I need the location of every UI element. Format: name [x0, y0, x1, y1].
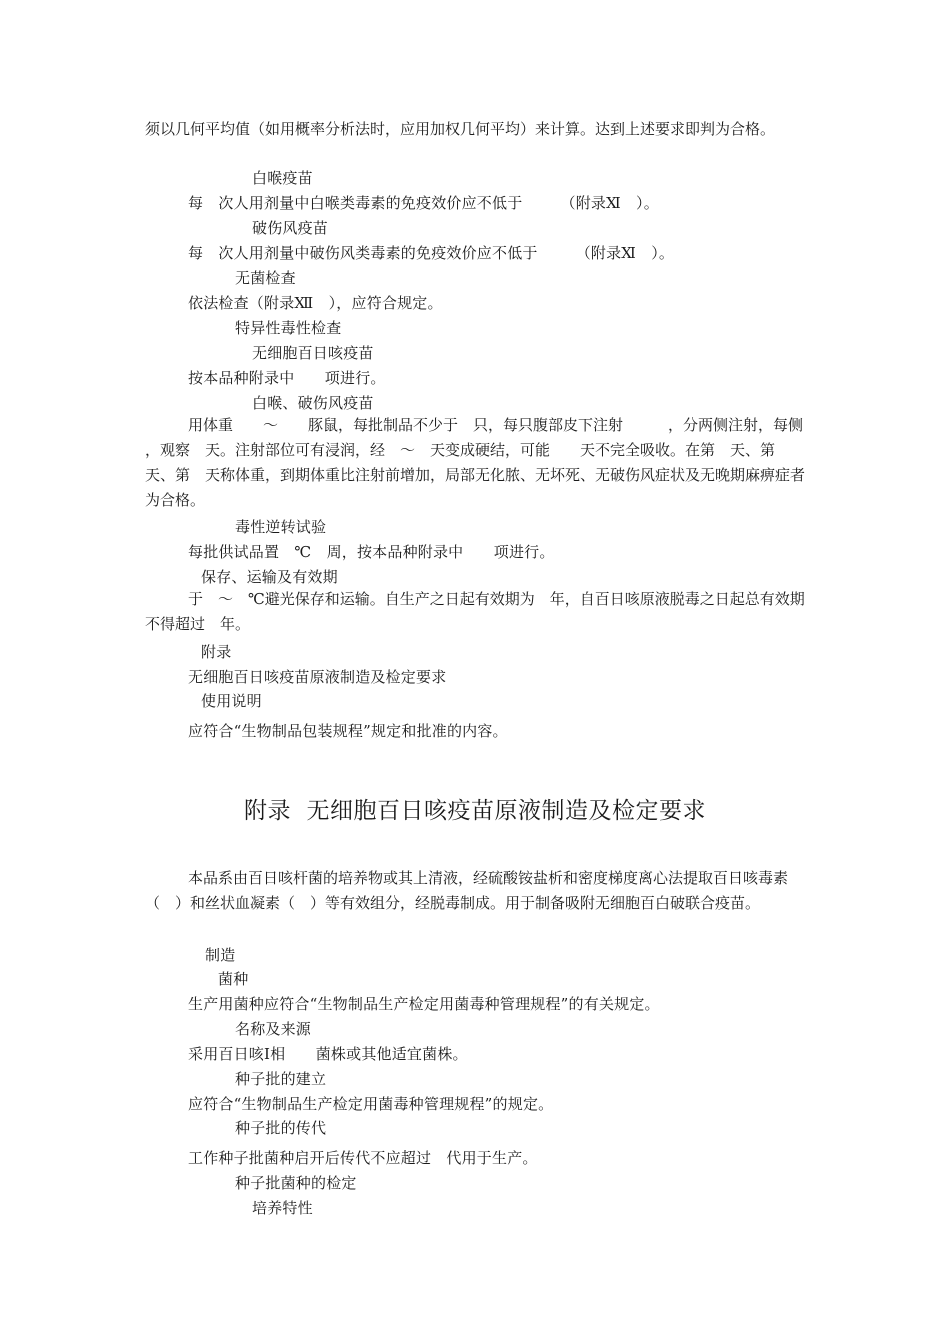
- text-name-source: 采用百日咳Ⅰ相 菌株或其他适宜菌株。: [188, 1045, 468, 1063]
- heading-strain: 菌种: [218, 970, 249, 988]
- heading-seed-lot-establishment: 种子批的建立: [235, 1070, 327, 1088]
- heading-sterility-test: 无菌检查: [235, 269, 296, 287]
- heading-culture-characteristics: 培养特性: [252, 1199, 313, 1217]
- heading-seed-lot-testing: 种子批菌种的检定: [235, 1174, 357, 1192]
- paragraph-potency-calculation: 须以几何平均值（如用概率分析法时，应用加权几何平均）来计算。达到上述要求即判为合格。: [145, 120, 776, 138]
- heading-tetanus-vaccine: 破伤风疫苗: [252, 219, 329, 237]
- text-seed-lot-passage: 工作种子批菌种启开后传代不应超过 代用于生产。: [188, 1149, 538, 1167]
- heading-diphtheria-vaccine: 白喉疫苗: [252, 169, 313, 187]
- text-instructions: 应符合“生物制品包装规程”规定和批准的内容。: [188, 722, 508, 740]
- heading-acellular-pertussis: 无细胞百日咳疫苗: [252, 344, 374, 362]
- text-tetanus-potency: 每 次人用剂量中破伤风类毒素的免疫效价应不低于 （附录Ⅺ ）。: [188, 244, 675, 262]
- heading-manufacture: 制造: [205, 946, 236, 964]
- heading-instructions: 使用说明: [201, 692, 262, 710]
- text-sterility-test: 依法检查（附录Ⅻ ），应符合规定。: [188, 294, 443, 312]
- heading-storage-transport: 保存、运输及有效期: [201, 568, 338, 586]
- appendix-title: 附录 无细胞百日咳疫苗原液制造及检定要求: [243, 798, 707, 824]
- text-appendix-item: 无细胞百日咳疫苗原液制造及检定要求: [188, 668, 447, 686]
- heading-specific-toxicity: 特异性毒性检查: [235, 319, 342, 337]
- text-toxicity-reversion: 每批供试品置 ℃ 周，按本品种附录中 项进行。: [188, 543, 555, 561]
- heading-name-source: 名称及来源: [235, 1020, 312, 1038]
- paragraph-guinea-pig-test: 用体重 ～ 豚鼠，每批制品不少于 只，每只腹部皮下注射 ，分两侧注射，每侧 ，观察 天。注射部位可有浸润，经 ～ 天变成硬结，可能 天不完全吸收。在第 天、第 天、第 天称体重，到期体重比注射前增加，局部无化脓、无坏死、无破伤风症状及无晚期麻痹症者为合格。: [145, 416, 849, 509]
- heading-appendix: 附录: [201, 643, 232, 661]
- heading-seed-lot-passage: 种子批的传代: [235, 1119, 327, 1137]
- heading-toxicity-reversion: 毒性逆转试验: [235, 518, 327, 536]
- heading-diphtheria-tetanus: 白喉、破伤风疫苗: [252, 394, 374, 412]
- text-diphtheria-potency: 每 次人用剂量中白喉类毒素的免疫效价应不低于 （附录Ⅺ ）。: [188, 194, 659, 212]
- paragraph-storage: 于 ～ ℃避光保存和运输。自生产之日起有效期为 年，自百日咳原液脱毒之日起总有效期不得超过 年。: [145, 590, 805, 633]
- paragraph-appendix-intro: 本品系由百日咳杆菌的培养物或其上清液，经硫酸铵盐析和密度梯度离心法提取百日咳毒素（ ）和丝状血凝素（ ）等有效组分，经脱毒制成。用于制备吸附无细胞百白破联合疫苗。: [145, 869, 789, 912]
- text-seed-lot-establishment: 应符合“生物制品生产检定用菌毒种管理规程”的规定。: [188, 1095, 554, 1113]
- text-acellular-pertussis: 按本品种附录中 项进行。: [188, 369, 386, 387]
- text-strain: 生产用菌种应符合“生物制品生产检定用菌毒种管理规程”的有关规定。: [188, 995, 660, 1013]
